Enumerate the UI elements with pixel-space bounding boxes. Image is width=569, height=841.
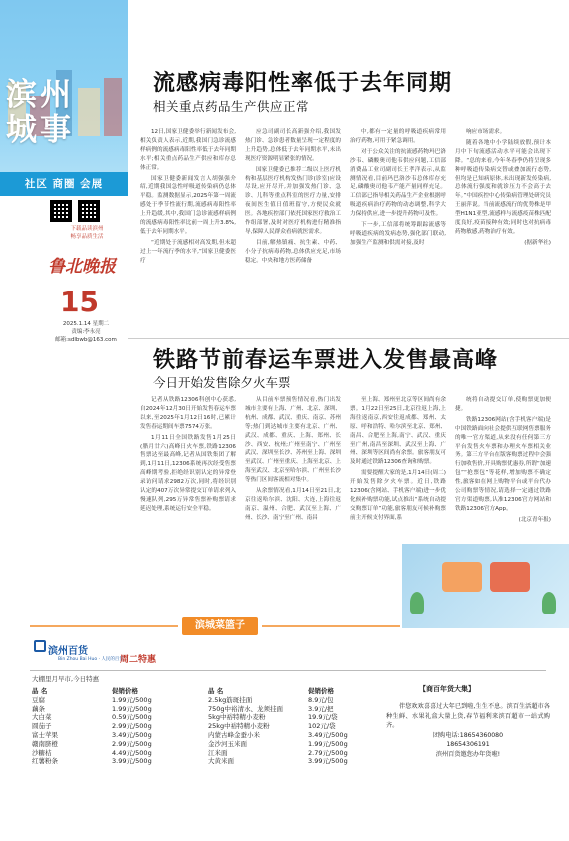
table-header — [32, 687, 152, 696]
table-body — [208, 696, 348, 766]
store-logo-icon — [34, 640, 46, 652]
paragraph: 目前,解热镇痛、抗生素、中药、小分子抗病毒药物,总体供应充足,市场稳定。中央和地方医药储备 — [245, 239, 341, 264]
note-title: 【商百年货大集】 — [419, 685, 475, 693]
shopping-illustration — [402, 544, 569, 628]
paragraph: 下一步,工信部将统筹跟踪流感等呼吸道疾病的发病态势,强化部门联动,加强生产监测和供需对接,及时 — [350, 222, 446, 246]
paragraph: 铁路12306网站(含手机客户端)是中国铁路面向社会提供互联网售票服务的唯一官方渠道,从来没有任何第三方平台发售火车票和办理火车票相关业务。第三方平台在版客购票过程中会强行加收售价,开具购票优惠券,所谓“加速包”“抢票包”等花样,增加购票不确定性,旅客如在网上购物平台或平台代办公司购票等情况,请选择一定通过铁路官方渠道购票,认准12306官方网站和铁路12306官方App。 — [455, 416, 551, 512]
table-row — [208, 757, 348, 766]
welcome-text: 滨州百货邀您办年货啦! — [435, 750, 501, 758]
table-row — [208, 740, 348, 749]
article2-column-3 — [350, 396, 446, 525]
product-price: 0.59元/500g — [112, 713, 152, 722]
article2-column-1 — [140, 396, 236, 516]
product-price: 102元/袋 — [308, 722, 336, 731]
store-name: 滨州百货 — [48, 646, 88, 657]
qr-code-icon[interactable] — [78, 200, 100, 222]
product-price: 4.49元/500g — [112, 748, 152, 757]
product-price: 1.99元/500g — [112, 695, 152, 704]
issue-meta — [46, 320, 126, 344]
special-title: 周二特惠 — [120, 655, 157, 665]
table-row — [208, 731, 348, 740]
price-table-left — [32, 687, 152, 766]
note-text: 伴您欢欢喜喜过大年已到啦,生生不息。滨百生活超市各种生鲜、水果礼盒大量上货,春节福利来滨百超市一站式购齐。 — [386, 703, 550, 729]
table-row — [208, 722, 348, 731]
special-subtitle: 大棚里月早市,今日特惠 — [32, 675, 100, 683]
product-price: 3.99元/500g — [308, 757, 348, 766]
qr-caption-line1: 下载品读滨州 — [70, 226, 104, 232]
paragraph: 需要提醒大家的是,1月14日(周二)开始发售除夕火车票。近日,铁路12306(含网站、手机客户端)进一步优化候补购票功能,试点推出“系统自动提交购票订单”功能,旅客朋友可候补购票前主开候支付界面,系 — [350, 470, 446, 521]
product-name: 富士苹果 — [32, 730, 58, 739]
product-price: 19.9元/袋 — [308, 713, 338, 722]
section-title-line2: 城事 — [6, 112, 74, 148]
product-name: 25kg中裕特精小麦粉 — [208, 722, 270, 731]
tree-icon — [410, 592, 424, 614]
product-price: 1.99元/500g — [112, 704, 152, 713]
store-slogan: Bin Zhou Bai Huo · 人民的百货 — [58, 657, 124, 662]
paragraph: 国家卫健委新闻发言人胡强强介绍,近期我国急性呼吸道传染病仍总体平稳。监测数据显示,2025年第一周流感处于季节性流行期,流感病毒阳性率上升趋缓,其中,我国门急诊流感样病例的流感病毒阳性率比前一周上升3.8%,低于去年同期水平。 — [140, 175, 236, 235]
product-name: 大黄米面 — [208, 757, 234, 766]
email: 邮箱:sdlbwb@163.com — [55, 337, 117, 343]
note-body — [386, 702, 550, 759]
article1-column-4 — [455, 128, 551, 250]
qr-caption-line2: 畅享品质生活 — [70, 234, 104, 240]
column-header: 品 名 — [32, 687, 48, 695]
promo-banner-bar — [0, 617, 569, 635]
paragraph: 国家卫健委已推荐二级以上医疗机构和基层医疗机构发热门诊(诊室)应设尽设,应开尽开,并加强发热门诊、急诊、儿科等重点科室的医疗力量,安排夜间医生值日值班留守,方便民众就医。各地疾控部门依托国家医疗救治工作组部署,及时对医疗机构进行精准指导,保障人民群众看病就医需求。 — [245, 166, 341, 235]
qr-caption — [50, 225, 124, 241]
table-row — [32, 696, 152, 705]
product-name: 藕条 — [32, 704, 45, 713]
product-name: 金沙河玉米面 — [208, 739, 247, 748]
paragraph: 从余票情况看,1月14日至21日,北京往返哈尔滨、沈阳、大连,上海往返南京、温州、合肥、武汉至上海、广州、长沙、南宁至广州、南昌 — [245, 488, 341, 521]
table-row — [32, 722, 152, 731]
product-price: 3.99元/500g — [112, 757, 152, 766]
product-price: 2.79元/500g — [308, 748, 348, 757]
paragraph: 统将自动提交订单,使购票更加便捷。 — [455, 397, 551, 412]
section-masthead — [0, 0, 128, 196]
table-body — [32, 696, 152, 766]
section-title — [6, 78, 122, 148]
product-name: 内蒙古峰金蚕小米 — [208, 730, 260, 739]
paragraph: 中,都有一定量的呼吸道疾病常用治疗药物,可用于紧急调用。 — [350, 129, 446, 144]
product-price: 2.99元/500g — [112, 722, 152, 731]
column-header: 品 名 — [208, 687, 224, 695]
paragraph: 对于公众关注的抗流感药物玛巴洛沙韦、磷酸奥司他韦供应问题,工信部消费品工业司副司长王孝洋表示,从监测情况看,目前玛巴洛沙韦总体库存充足,磷酸奥司他韦产能产量同样充足。工信部已指导相关药品生产企业根据呼吸道疾病治疗药物的动态调整,科学大力保持供应,进一步提升药物可及性。 — [350, 148, 446, 218]
product-price: 8.9元/包 — [308, 695, 334, 704]
paragraph: 随着各地中小学陆续放假,预计本月中下旬流感活动水平可能会出现下降。“总的来看,今年冬春季仍将呈现多种呼吸道传染病交替或叠加流行态势,但均是已知病原体,未出现新发传染病,总体流行强度和就诊压力不会高于去年。”中国疾控中心传染病管理处研究员王丽萍说。当前流感流行的优势株是甲型H1N1亚型,流感样与流感疫苗株匹配度良好,疫苗接种有效;同时也对抗病毒药物敏感,药物治疗有效。 — [455, 139, 551, 235]
newspaper-logo: 鲁北晚报 — [48, 257, 116, 277]
article1-column-2 — [245, 128, 341, 268]
qr-codes — [50, 200, 100, 222]
tree-icon — [542, 592, 556, 614]
product-price: 2.99元/500g — [112, 739, 152, 748]
product-name: 圆茄子 — [32, 722, 52, 731]
table-row — [32, 757, 152, 766]
article2-headline: 铁路节前春运车票进入发售最高峰 — [153, 348, 499, 373]
paragraph: (北京青年报) — [518, 516, 551, 523]
section-title-line1: 滨州 — [6, 77, 74, 113]
article1-headline: 流感病毒阳性率低于去年同期 — [153, 71, 453, 96]
paragraph: 1月11日全国铁路发售1月25日(腊月廿六)高峰日火车票,铁路12306售票达至最高峰,记者从国铁集团了解到,1月11日,12306系统再次经受售票高峰期考验,拒绝经识别认定的异常登录访问请求2982万次,同时,将经识别认定的407万次异常提交订单请求列入慢速队列,295万异常售票补购票请求延迟处理,系统运行安全平稳。 — [140, 434, 236, 512]
article2-column-2 — [245, 396, 341, 525]
issue-date: 2025.1.14 星期二 — [62, 321, 110, 327]
section-subtitle: 社区 商圈 会展 — [0, 172, 128, 196]
price-table-right — [208, 687, 348, 766]
table-row — [32, 713, 152, 722]
article2-subheadline: 今日开始发售除夕火车票 — [153, 375, 291, 390]
product-price: 3.49元/500g — [308, 730, 348, 739]
group-buy-phone-2: 18654306191 — [446, 741, 490, 748]
column-header: 促销价格 — [112, 687, 138, 695]
product-name: 豆腐 — [32, 695, 45, 704]
paragraph: 记者从铁路12306科创中心获悉,自2024年12月30日开始发售春运车票以来,至2025年1月12日16时,已累计发售春运期间车票7574万张。 — [140, 397, 236, 430]
product-price: 3.49元/500g — [112, 730, 152, 739]
product-name: 750g中裕清水、龙须挂面 — [208, 704, 284, 713]
product-name: 赣南脐橙 — [32, 739, 58, 748]
page-number: 15 — [60, 285, 99, 318]
product-name: 5kg中裕特精小麦粉 — [208, 713, 266, 722]
product-price: 3.9元/把 — [308, 704, 334, 713]
article1-subheadline: 相关重点药品生产供应正常 — [153, 99, 310, 114]
column-header: 促销价格 — [308, 687, 334, 695]
paragraph: 从目前车票预售情况看,热门出发城市主要有上海、广州、北京、深圳、杭州、成都、武汉、重庆、南京、苏州等;热门到达城市主要有北京、广州、武汉、成都、重庆、上海、郑州、长沙、西安、杭州;广州至南宁、广州至武汉、深圳至长沙、苏州至上海、深圳至武汉、广州至重庆、上海至北京、上海至武汉、北京至哈尔滨、广州至长沙等热门区间客流相对集中。 — [245, 397, 341, 484]
paragraph: (据新华社) — [524, 239, 551, 246]
table-row — [208, 696, 348, 705]
promo-tag: 滨城菜篮子 — [182, 617, 258, 635]
group-buy-phone: 团购电话:18654360080 — [432, 731, 504, 739]
article2-column-4 — [455, 396, 551, 527]
article1-column-3 — [350, 128, 446, 250]
divider — [30, 670, 546, 671]
paragraph: 12日,国家卫健委举行新闻发布会,相关负责人表示,近期,我国门急诊流感样病例的流感病毒阳性率低于去年同期水平;相关重点药品生产供应和库存总体正常。 — [140, 129, 236, 171]
table-row — [32, 731, 152, 740]
article1-column-1 — [140, 128, 236, 268]
paragraph: 响应市场需求。 — [466, 129, 506, 135]
paragraph: “近期处于流感相对高发期,但未超过上一年流行季的水平,”国家卫健委医疗 — [140, 239, 236, 264]
table-row — [32, 740, 152, 749]
divider — [128, 338, 569, 339]
product-name: 沙糖桔 — [32, 748, 52, 757]
shopping-bag-icon — [490, 562, 530, 592]
table-header — [208, 687, 348, 696]
product-name: 江米面 — [208, 748, 228, 757]
qr-code-icon[interactable] — [50, 200, 72, 222]
product-name: 2.5kg筋斑挂面 — [208, 695, 253, 704]
paragraph: 应急司副司长高新强介绍,我国发热门诊、急诊患者数量呈现一定程度的上升趋势,总体低于去年同期水平,未出现医疗资源明显紧张的情况。 — [245, 129, 341, 162]
table-row — [208, 713, 348, 722]
product-name: 大白菜 — [32, 713, 52, 722]
shopping-bag-icon — [442, 562, 482, 592]
product-price: 1.99元/500g — [308, 739, 348, 748]
editor: 责编:李永亮 — [71, 329, 101, 335]
paragraph: 至上海、郑州至北京等区间尚有余票。1月22日至25日,北京往返上海,上海往返南京,西安往返成都、郑州、太原、呼和浩特、哈尔滨至北京、郑州、南昌、合肥至上海,南宁、武汉、重庆至广州,南昌至深圳、武汉至上海、广州、深圳等区间尚有余票。旅客朋友可及时通过铁路12306查询和购票。 — [350, 397, 446, 466]
product-name: 红薯粉条 — [32, 757, 58, 766]
